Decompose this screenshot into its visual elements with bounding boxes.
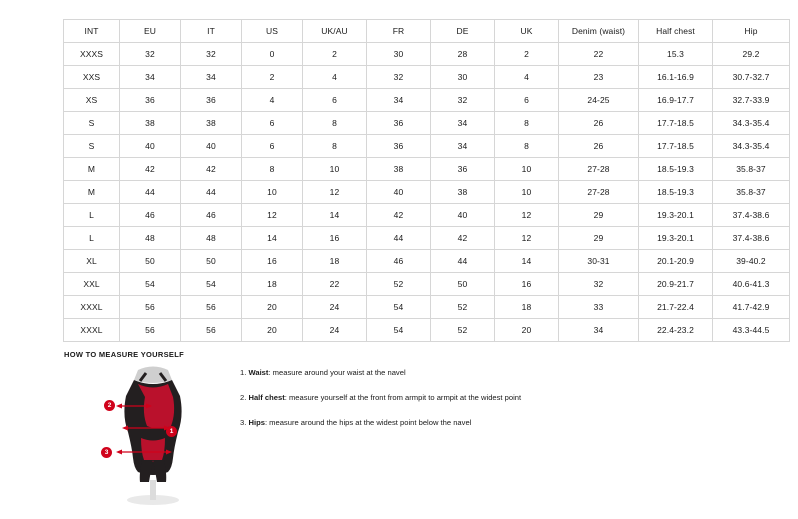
column-header: US (242, 20, 303, 43)
size-value-cell: 16 (303, 227, 367, 250)
size-label-cell: M (64, 181, 120, 204)
size-value-cell: 18.5-19.3 (639, 181, 713, 204)
size-value-cell: 36 (120, 89, 181, 112)
size-value-cell: 18 (242, 273, 303, 296)
size-value-cell: 24 (303, 319, 367, 342)
size-value-cell: 34 (120, 66, 181, 89)
size-value-cell: 44 (181, 181, 242, 204)
size-label-cell: XXL (64, 273, 120, 296)
size-value-cell: 42 (120, 158, 181, 181)
size-value-cell: 10 (495, 158, 559, 181)
size-value-cell: 34 (431, 135, 495, 158)
size-table-container (63, 19, 770, 342)
size-value-cell: 12 (495, 227, 559, 250)
size-value-cell: 2 (303, 43, 367, 66)
size-value-cell: 16 (495, 273, 559, 296)
size-value-cell: 6 (303, 89, 367, 112)
size-value-cell: 41.7-42.9 (713, 296, 790, 319)
size-value-cell: 44 (120, 181, 181, 204)
size-value-cell: 37.4-38.6 (713, 227, 790, 250)
size-value-cell: 34 (367, 89, 431, 112)
size-value-cell: 32 (367, 66, 431, 89)
size-value-cell: 42 (431, 227, 495, 250)
size-label-cell: L (64, 227, 120, 250)
size-value-cell: 29 (559, 227, 639, 250)
table-row (64, 43, 790, 66)
step-label: Half chest (248, 393, 285, 402)
size-value-cell: 56 (120, 319, 181, 342)
table-row (64, 227, 790, 250)
size-value-cell: 40.6-41.3 (713, 273, 790, 296)
column-header: Denim (waist) (559, 20, 639, 43)
size-value-cell: 44 (431, 250, 495, 273)
size-value-cell: 17.7-18.5 (639, 112, 713, 135)
table-row (64, 89, 790, 112)
size-value-cell: 50 (120, 250, 181, 273)
size-value-cell: 42 (181, 158, 242, 181)
size-value-cell: 54 (367, 319, 431, 342)
step-text: : measure around your waist at the navel (268, 368, 406, 377)
size-value-cell: 40 (367, 181, 431, 204)
size-value-cell: 24 (303, 296, 367, 319)
size-value-cell: 54 (181, 273, 242, 296)
size-value-cell: 38 (367, 158, 431, 181)
size-value-cell: 19.3-20.1 (639, 227, 713, 250)
how-to-measure-block (64, 362, 744, 507)
size-label-cell: XXXL (64, 296, 120, 319)
size-value-cell: 18 (495, 296, 559, 319)
size-value-cell: 6 (495, 89, 559, 112)
size-value-cell: 27-28 (559, 158, 639, 181)
column-header: Half chest (639, 20, 713, 43)
size-value-cell: 56 (120, 296, 181, 319)
size-value-cell: 35.8-37 (713, 181, 790, 204)
step-number: 1. (240, 368, 247, 377)
size-value-cell: 35.8-37 (713, 158, 790, 181)
size-value-cell: 34.3-35.4 (713, 135, 790, 158)
measure-step (240, 392, 740, 404)
column-header: EU (120, 20, 181, 43)
size-value-cell: 19.3-20.1 (639, 204, 713, 227)
how-to-measure-title: HOW TO MEASURE YOURSELF (64, 350, 184, 359)
column-header: UK/AU (303, 20, 367, 43)
size-value-cell: 12 (242, 204, 303, 227)
size-label-cell: L (64, 204, 120, 227)
size-value-cell: 15.3 (639, 43, 713, 66)
size-value-cell: 6 (242, 112, 303, 135)
table-row (64, 204, 790, 227)
size-value-cell: 33 (559, 296, 639, 319)
size-value-cell: 34 (431, 112, 495, 135)
size-value-cell: 8 (303, 135, 367, 158)
size-value-cell: 22.4-23.2 (639, 319, 713, 342)
size-value-cell: 14 (495, 250, 559, 273)
size-value-cell: 36 (431, 158, 495, 181)
table-header-row (64, 20, 790, 43)
size-value-cell: 32 (559, 273, 639, 296)
size-value-cell: 14 (242, 227, 303, 250)
size-value-cell: 2 (495, 43, 559, 66)
size-label-cell: XS (64, 89, 120, 112)
size-value-cell: 40 (120, 135, 181, 158)
step-text: : measure yourself at the front from armpit to armpit at the widest point (284, 393, 522, 402)
size-value-cell: 14 (303, 204, 367, 227)
size-value-cell: 20.1-20.9 (639, 250, 713, 273)
size-value-cell: 4 (242, 89, 303, 112)
measure-step (240, 417, 740, 429)
size-label-cell: M (64, 158, 120, 181)
size-value-cell: 32.7-33.9 (713, 89, 790, 112)
size-value-cell: 42 (367, 204, 431, 227)
size-value-cell: 10 (303, 158, 367, 181)
size-value-cell: 37.4-38.6 (713, 204, 790, 227)
size-value-cell: 34 (181, 66, 242, 89)
mannequin-illustration (78, 362, 228, 507)
size-value-cell: 10 (495, 181, 559, 204)
size-value-cell: 30.7-32.7 (713, 66, 790, 89)
size-value-cell: 38 (431, 181, 495, 204)
size-value-cell: 4 (495, 66, 559, 89)
column-header: DE (431, 20, 495, 43)
table-row (64, 273, 790, 296)
column-header: INT (64, 20, 120, 43)
measure-steps-list (240, 367, 740, 442)
step-number: 3. (240, 418, 247, 427)
size-value-cell: 32 (431, 89, 495, 112)
size-value-cell: 38 (181, 112, 242, 135)
size-value-cell: 56 (181, 319, 242, 342)
size-value-cell: 18 (303, 250, 367, 273)
size-value-cell: 20 (242, 319, 303, 342)
size-label-cell: XXS (64, 66, 120, 89)
size-value-cell: 26 (559, 112, 639, 135)
table-row (64, 250, 790, 273)
size-value-cell: 18.5-19.3 (639, 158, 713, 181)
size-value-cell: 30 (367, 43, 431, 66)
size-value-cell: 34 (559, 319, 639, 342)
size-value-cell: 16.1-16.9 (639, 66, 713, 89)
size-value-cell: 24-25 (559, 89, 639, 112)
size-label-cell: XL (64, 250, 120, 273)
size-value-cell: 36 (367, 135, 431, 158)
size-value-cell: 16.9-17.7 (639, 89, 713, 112)
size-label-cell: XXXS (64, 43, 120, 66)
size-value-cell: 56 (181, 296, 242, 319)
table-row (64, 296, 790, 319)
size-value-cell: 12 (495, 204, 559, 227)
measure-marker-2: 2 (104, 400, 115, 411)
table-row (64, 66, 790, 89)
size-value-cell: 12 (303, 181, 367, 204)
size-value-cell: 17.7-18.5 (639, 135, 713, 158)
table-row (64, 158, 790, 181)
size-value-cell: 39-40.2 (713, 250, 790, 273)
column-header: UK (495, 20, 559, 43)
size-value-cell: 27-28 (559, 181, 639, 204)
size-value-cell: 2 (242, 66, 303, 89)
size-value-cell: 4 (303, 66, 367, 89)
size-value-cell: 54 (367, 296, 431, 319)
size-value-cell: 8 (495, 135, 559, 158)
size-value-cell: 48 (120, 227, 181, 250)
size-value-cell: 10 (242, 181, 303, 204)
size-value-cell: 6 (242, 135, 303, 158)
size-label-cell: S (64, 112, 120, 135)
size-value-cell: 8 (242, 158, 303, 181)
table-row (64, 319, 790, 342)
size-value-cell: 30 (431, 66, 495, 89)
size-value-cell: 8 (495, 112, 559, 135)
size-value-cell: 30-31 (559, 250, 639, 273)
step-text: : measure around the hips at the widest point below the navel (264, 418, 472, 427)
size-value-cell: 46 (181, 204, 242, 227)
table-row (64, 112, 790, 135)
step-label: Waist (248, 368, 269, 377)
size-value-cell: 54 (120, 273, 181, 296)
size-value-cell: 46 (120, 204, 181, 227)
size-value-cell: 29 (559, 204, 639, 227)
size-value-cell: 32 (181, 43, 242, 66)
size-value-cell: 52 (367, 273, 431, 296)
size-value-cell: 29.2 (713, 43, 790, 66)
size-value-cell: 52 (431, 319, 495, 342)
measure-marker-1: 1 (166, 426, 177, 437)
table-row (64, 181, 790, 204)
measure-step (240, 367, 740, 379)
size-label-cell: XXXL (64, 319, 120, 342)
size-value-cell: 50 (431, 273, 495, 296)
size-value-cell: 20.9-21.7 (639, 273, 713, 296)
size-value-cell: 38 (120, 112, 181, 135)
size-value-cell: 36 (367, 112, 431, 135)
step-label: Hips (248, 418, 265, 427)
measure-marker-3: 3 (101, 447, 112, 458)
size-value-cell: 40 (431, 204, 495, 227)
size-value-cell: 43.3-44.5 (713, 319, 790, 342)
size-value-cell: 36 (181, 89, 242, 112)
size-label-cell: S (64, 135, 120, 158)
size-value-cell: 28 (431, 43, 495, 66)
size-value-cell: 20 (495, 319, 559, 342)
size-value-cell: 32 (120, 43, 181, 66)
column-header: IT (181, 20, 242, 43)
size-value-cell: 22 (303, 273, 367, 296)
size-value-cell: 0 (242, 43, 303, 66)
size-value-cell: 40 (181, 135, 242, 158)
size-value-cell: 21.7-22.4 (639, 296, 713, 319)
size-value-cell: 52 (431, 296, 495, 319)
step-number: 2. (240, 393, 247, 402)
column-header: FR (367, 20, 431, 43)
table-row (64, 135, 790, 158)
size-value-cell: 26 (559, 135, 639, 158)
size-value-cell: 44 (367, 227, 431, 250)
size-value-cell: 22 (559, 43, 639, 66)
size-value-cell: 23 (559, 66, 639, 89)
size-value-cell: 20 (242, 296, 303, 319)
size-value-cell: 48 (181, 227, 242, 250)
size-value-cell: 50 (181, 250, 242, 273)
size-value-cell: 16 (242, 250, 303, 273)
column-header: Hip (713, 20, 790, 43)
size-value-cell: 34.3-35.4 (713, 112, 790, 135)
size-value-cell: 46 (367, 250, 431, 273)
size-value-cell: 8 (303, 112, 367, 135)
size-conversion-table (63, 19, 790, 342)
